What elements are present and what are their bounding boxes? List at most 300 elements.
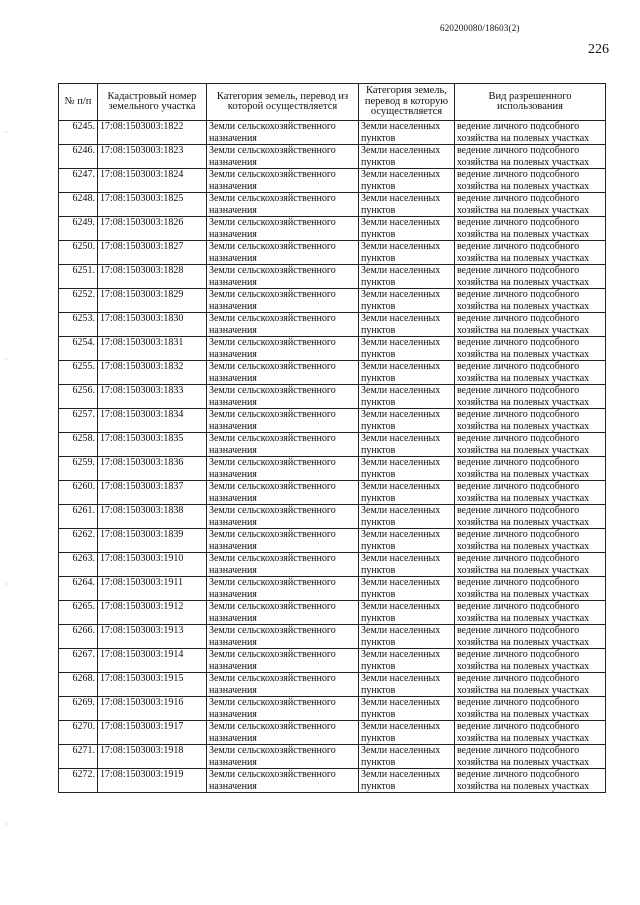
permitted-use (455, 193, 606, 217)
permitted-use-line-2: хозяйства на полевых участках (457, 396, 590, 408)
permitted-use-line-2: хозяйства на полевых участках (457, 636, 590, 648)
table-row (59, 457, 606, 481)
permitted-use-line-1: ведение личного подсобного (457, 409, 580, 420)
category-from-line-1: Земли сельскохозяйственного (209, 265, 336, 276)
category-from-line-1: Земли сельскохозяйственного (209, 121, 336, 132)
category-from-line-1: Земли сельскохозяйственного (209, 697, 336, 708)
permitted-use (455, 481, 606, 505)
permitted-use-line-2: хозяйства на полевых участках (457, 228, 590, 240)
category-to (359, 217, 455, 241)
category-from-line-1: Земли сельскохозяйственного (209, 217, 336, 228)
category-to (359, 553, 455, 577)
cadastral-number: 17:08:1503003:1824 (98, 169, 207, 193)
category-to-line-2: пунктов (361, 492, 396, 504)
table-row (59, 697, 606, 721)
category-to-line-1: Земли населенных (361, 145, 441, 156)
category-from-line-2: назначения (209, 348, 257, 360)
permitted-use-line-1: ведение личного подсобного (457, 697, 580, 708)
permitted-use-line-1: ведение личного подсобного (457, 601, 580, 612)
category-from (207, 313, 359, 337)
permitted-use-line-1: ведение личного подсобного (457, 241, 580, 252)
category-to (359, 193, 455, 217)
category-to-line-2: пунктов (361, 516, 396, 528)
category-from-line-1: Земли сельскохозяйственного (209, 553, 336, 564)
permitted-use (455, 313, 606, 337)
category-from (207, 745, 359, 769)
cadastral-number: 17:08:1503003:1831 (98, 337, 207, 361)
category-to (359, 649, 455, 673)
category-to-line-2: пунктов (361, 348, 396, 360)
permitted-use-line-1: ведение личного подсобного (457, 313, 580, 324)
category-to-line-1: Земли населенных (361, 505, 441, 516)
category-from-line-1: Земли сельскохозяйственного (209, 481, 336, 492)
category-to (359, 505, 455, 529)
table-row (59, 385, 606, 409)
category-to-line-1: Земли населенных (361, 481, 441, 492)
row-number: 6248. (59, 193, 98, 217)
category-to-line-1: Земли населенных (361, 553, 441, 564)
category-from (207, 649, 359, 673)
category-from-line-2: назначения (209, 612, 257, 624)
margin-mark: · (5, 820, 8, 829)
permitted-use (455, 217, 606, 241)
permitted-use-line-2: хозяйства на полевых участках (457, 756, 590, 768)
category-to-line-1: Земли населенных (361, 193, 441, 204)
row-number: 6272. (59, 769, 98, 793)
category-from-line-1: Земли сельскохозяйственного (209, 169, 336, 180)
category-from-line-1: Земли сельскохозяйственного (209, 433, 336, 444)
category-to (359, 457, 455, 481)
category-from-line-2: назначения (209, 324, 257, 336)
category-to-line-1: Земли населенных (361, 721, 441, 732)
category-to-line-2: пунктов (361, 708, 396, 720)
table-row (59, 745, 606, 769)
permitted-use (455, 721, 606, 745)
category-to-line-2: пунктов (361, 180, 396, 192)
table-row (59, 313, 606, 337)
column-header-number: № п/п (59, 84, 98, 121)
permitted-use (455, 121, 606, 145)
category-from (207, 145, 359, 169)
cadastral-number: 17:08:1503003:1838 (98, 505, 207, 529)
category-to-line-1: Земли населенных (361, 745, 441, 756)
row-number: 6267. (59, 649, 98, 673)
category-to (359, 385, 455, 409)
category-to (359, 577, 455, 601)
permitted-use-line-1: ведение личного подсобного (457, 433, 580, 444)
cadastral-number: 17:08:1503003:1915 (98, 673, 207, 697)
category-to-line-2: пунктов (361, 684, 396, 696)
category-to-line-1: Земли населенных (361, 337, 441, 348)
permitted-use-line-1: ведение личного подсобного (457, 457, 580, 468)
permitted-use-line-2: хозяйства на полевых участках (457, 708, 590, 720)
category-to-line-2: пунктов (361, 156, 396, 168)
category-from-line-2: назначения (209, 540, 257, 552)
row-number: 6246. (59, 145, 98, 169)
row-number: 6270. (59, 721, 98, 745)
cadastral-number: 17:08:1503003:1919 (98, 769, 207, 793)
category-from-line-1: Земли сельскохозяйственного (209, 145, 336, 156)
category-from (207, 481, 359, 505)
row-number: 6271. (59, 745, 98, 769)
category-to-line-1: Земли населенных (361, 601, 441, 612)
cadastral-number: 17:08:1503003:1834 (98, 409, 207, 433)
cadastral-number: 17:08:1503003:1830 (98, 313, 207, 337)
category-from-line-1: Земли сельскохозяйственного (209, 193, 336, 204)
category-to (359, 265, 455, 289)
category-to-line-1: Земли населенных (361, 577, 441, 588)
row-number: 6259. (59, 457, 98, 481)
cadastral-number: 17:08:1503003:1825 (98, 193, 207, 217)
category-from (207, 169, 359, 193)
category-from (207, 121, 359, 145)
table-row (59, 265, 606, 289)
table-row (59, 769, 606, 793)
row-number: 6264. (59, 577, 98, 601)
permitted-use (455, 145, 606, 169)
permitted-use-line-2: хозяйства на полевых участках (457, 516, 590, 528)
cadastral-number: 17:08:1503003:1827 (98, 241, 207, 265)
category-to (359, 625, 455, 649)
permitted-use-line-2: хозяйства на полевых участках (457, 324, 590, 336)
category-to (359, 601, 455, 625)
table-row (59, 721, 606, 745)
category-to (359, 313, 455, 337)
category-to-line-1: Земли населенных (361, 529, 441, 540)
permitted-use-line-1: ведение личного подсобного (457, 385, 580, 396)
category-from (207, 721, 359, 745)
category-from (207, 529, 359, 553)
permitted-use-line-2: хозяйства на полевых участках (457, 252, 590, 264)
category-from-line-1: Земли сельскохозяйственного (209, 505, 336, 516)
permitted-use (455, 625, 606, 649)
category-from-line-1: Земли сельскохозяйственного (209, 577, 336, 588)
category-to (359, 697, 455, 721)
row-number: 6250. (59, 241, 98, 265)
category-to-line-1: Земли населенных (361, 265, 441, 276)
category-from (207, 265, 359, 289)
category-to (359, 337, 455, 361)
table-row (59, 361, 606, 385)
table-row (59, 577, 606, 601)
category-from-line-1: Земли сельскохозяйственного (209, 649, 336, 660)
permitted-use (455, 505, 606, 529)
permitted-use-line-1: ведение личного подсобного (457, 505, 580, 516)
table-row (59, 121, 606, 145)
row-number: 6255. (59, 361, 98, 385)
category-from-line-1: Земли сельскохозяйственного (209, 241, 336, 252)
row-number: 6245. (59, 121, 98, 145)
land-plots-table (58, 83, 606, 793)
category-to-line-2: пунктов (361, 468, 396, 480)
category-from (207, 505, 359, 529)
table-row (59, 673, 606, 697)
category-to-line-1: Земли населенных (361, 313, 441, 324)
category-to-line-1: Земли населенных (361, 289, 441, 300)
category-from-line-2: назначения (209, 372, 257, 384)
permitted-use-line-2: хозяйства на полевых участках (457, 420, 590, 432)
permitted-use-line-1: ведение личного подсобного (457, 745, 580, 756)
category-to-line-1: Земли населенных (361, 409, 441, 420)
permitted-use (455, 529, 606, 553)
row-number: 6253. (59, 313, 98, 337)
cadastral-number: 17:08:1503003:1911 (98, 577, 207, 601)
category-from-line-1: Земли сельскохозяйственного (209, 625, 336, 636)
category-from-line-1: Земли сельскохозяйственного (209, 289, 336, 300)
permitted-use-line-1: ведение личного подсобного (457, 529, 580, 540)
cadastral-number: 17:08:1503003:1910 (98, 553, 207, 577)
category-from-line-1: Земли сельскохозяйственного (209, 385, 336, 396)
category-from-line-1: Земли сельскохозяйственного (209, 361, 336, 372)
permitted-use-line-1: ведение личного подсобного (457, 289, 580, 300)
column-header-category-to: Категория земель, перевод в которую осуществляется (359, 84, 455, 121)
category-to (359, 481, 455, 505)
category-to-line-2: пунктов (361, 540, 396, 552)
row-number: 6262. (59, 529, 98, 553)
category-to-line-2: пунктов (361, 204, 396, 216)
category-from-line-1: Земли сельскохозяйственного (209, 409, 336, 420)
permitted-use-line-2: хозяйства на полевых участках (457, 660, 590, 672)
category-from (207, 385, 359, 409)
permitted-use (455, 601, 606, 625)
table-row (59, 409, 606, 433)
column-header-cadastral: Кадастровый номер земельного участка (98, 84, 207, 121)
permitted-use-line-1: ведение личного подсобного (457, 721, 580, 732)
permitted-use-line-2: хозяйства на полевых участках (457, 540, 590, 552)
row-number: 6249. (59, 217, 98, 241)
table-header-row (59, 84, 606, 121)
row-number: 6265. (59, 601, 98, 625)
category-from-line-2: назначения (209, 684, 257, 696)
cadastral-number: 17:08:1503003:1839 (98, 529, 207, 553)
category-to-line-2: пунктов (361, 732, 396, 744)
row-number: 6269. (59, 697, 98, 721)
permitted-use-line-2: хозяйства на полевых участках (457, 780, 590, 792)
permitted-use-line-1: ведение личного подсобного (457, 193, 580, 204)
row-number: 6257. (59, 409, 98, 433)
category-from-line-2: назначения (209, 300, 257, 312)
permitted-use-line-1: ведение личного подсобного (457, 769, 580, 780)
cadastral-number: 17:08:1503003:1913 (98, 625, 207, 649)
category-from (207, 577, 359, 601)
permitted-use-line-2: хозяйства на полевых участках (457, 732, 590, 744)
permitted-use (455, 697, 606, 721)
permitted-use-line-2: хозяйства на полевых участках (457, 588, 590, 600)
category-to (359, 529, 455, 553)
permitted-use-line-2: хозяйства на полевых участках (457, 348, 590, 360)
table-row (59, 193, 606, 217)
category-to-line-1: Земли населенных (361, 649, 441, 660)
permitted-use-line-1: ведение личного подсобного (457, 481, 580, 492)
cadastral-number: 17:08:1503003:1832 (98, 361, 207, 385)
category-to (359, 433, 455, 457)
row-number: 6260. (59, 481, 98, 505)
page-number: 226 (588, 42, 609, 57)
margin-mark: · (5, 355, 8, 364)
permitted-use (455, 385, 606, 409)
category-from-line-1: Земли сельскохозяйственного (209, 601, 336, 612)
category-from-line-2: назначения (209, 252, 257, 264)
category-to-line-1: Земли населенных (361, 121, 441, 132)
permitted-use-line-2: хозяйства на полевых участках (457, 300, 590, 312)
category-from-line-2: назначения (209, 420, 257, 432)
row-number: 6256. (59, 385, 98, 409)
cadastral-number: 17:08:1503003:1916 (98, 697, 207, 721)
category-to-line-1: Земли населенных (361, 673, 441, 684)
category-to (359, 241, 455, 265)
permitted-use-line-2: хозяйства на полевых участках (457, 372, 590, 384)
cadastral-number: 17:08:1503003:1917 (98, 721, 207, 745)
permitted-use (455, 169, 606, 193)
cadastral-number: 17:08:1503003:1837 (98, 481, 207, 505)
column-header-category-from: Категория земель, перевод из которой осуществляется (207, 84, 359, 121)
row-number: 6247. (59, 169, 98, 193)
category-from-line-2: назначения (209, 156, 257, 168)
cadastral-number: 17:08:1503003:1823 (98, 145, 207, 169)
row-number: 6254. (59, 337, 98, 361)
cadastral-number: 17:08:1503003:1828 (98, 265, 207, 289)
margin-mark: · (5, 580, 8, 589)
permitted-use-line-1: ведение личного подсобного (457, 337, 580, 348)
document-code: 620200080/18603(2) (440, 23, 520, 33)
permitted-use-line-2: хозяйства на полевых участках (457, 132, 590, 144)
category-from-line-2: назначения (209, 492, 257, 504)
permitted-use-line-2: хозяйства на полевых участках (457, 468, 590, 480)
category-to-line-1: Земли населенных (361, 769, 441, 780)
row-number: 6268. (59, 673, 98, 697)
category-to-line-2: пунктов (361, 252, 396, 264)
category-to-line-1: Земли населенных (361, 697, 441, 708)
category-to-line-2: пунктов (361, 132, 396, 144)
category-from (207, 289, 359, 313)
category-from-line-1: Земли сельскохозяйственного (209, 673, 336, 684)
category-from-line-1: Земли сельскохозяйственного (209, 769, 336, 780)
permitted-use (455, 433, 606, 457)
category-to (359, 169, 455, 193)
category-from-line-2: назначения (209, 588, 257, 600)
cadastral-number: 17:08:1503003:1835 (98, 433, 207, 457)
category-from-line-2: назначения (209, 132, 257, 144)
category-to-line-2: пунктов (361, 228, 396, 240)
category-to-line-2: пунктов (361, 588, 396, 600)
cadastral-number: 17:08:1503003:1836 (98, 457, 207, 481)
table-row (59, 601, 606, 625)
category-from-line-2: назначения (209, 180, 257, 192)
category-from (207, 697, 359, 721)
category-from (207, 601, 359, 625)
category-from-line-2: назначения (209, 780, 257, 792)
permitted-use-line-1: ведение личного подсобного (457, 649, 580, 660)
category-from (207, 673, 359, 697)
category-to-line-2: пунктов (361, 612, 396, 624)
category-to (359, 121, 455, 145)
permitted-use-line-1: ведение личного подсобного (457, 121, 580, 132)
permitted-use-line-2: хозяйства на полевых участках (457, 684, 590, 696)
category-from-line-2: назначения (209, 636, 257, 648)
category-from (207, 337, 359, 361)
category-from-line-2: назначения (209, 732, 257, 744)
category-from-line-2: назначения (209, 660, 257, 672)
table-row (59, 289, 606, 313)
permitted-use (455, 265, 606, 289)
category-to-line-2: пунктов (361, 372, 396, 384)
category-from (207, 769, 359, 793)
category-to-line-1: Земли населенных (361, 217, 441, 228)
category-from-line-2: назначения (209, 516, 257, 528)
category-from (207, 457, 359, 481)
permitted-use-line-2: хозяйства на полевых участках (457, 564, 590, 576)
table-row (59, 337, 606, 361)
category-to-line-1: Земли населенных (361, 169, 441, 180)
permitted-use (455, 241, 606, 265)
category-to-line-2: пунктов (361, 420, 396, 432)
category-to (359, 289, 455, 313)
category-to-line-2: пунктов (361, 300, 396, 312)
category-from-line-2: назначения (209, 204, 257, 216)
category-from (207, 553, 359, 577)
row-number: 6261. (59, 505, 98, 529)
table-row (59, 433, 606, 457)
row-number: 6263. (59, 553, 98, 577)
category-to (359, 721, 455, 745)
category-from-line-2: назначения (209, 276, 257, 288)
table-row (59, 505, 606, 529)
category-to-line-1: Земли населенных (361, 361, 441, 372)
category-to-line-1: Земли населенных (361, 625, 441, 636)
permitted-use (455, 361, 606, 385)
permitted-use-line-1: ведение личного подсобного (457, 553, 580, 564)
table-row (59, 649, 606, 673)
permitted-use-line-2: хозяйства на полевых участках (457, 180, 590, 192)
permitted-use (455, 457, 606, 481)
permitted-use (455, 769, 606, 793)
category-to-line-2: пунктов (361, 444, 396, 456)
category-from-line-2: назначения (209, 444, 257, 456)
category-from (207, 361, 359, 385)
category-from-line-1: Земли сельскохозяйственного (209, 529, 336, 540)
permitted-use-line-2: хозяйства на полевых участках (457, 156, 590, 168)
row-number: 6258. (59, 433, 98, 457)
permitted-use-line-2: хозяйства на полевых участках (457, 444, 590, 456)
category-from (207, 625, 359, 649)
category-to-line-1: Земли населенных (361, 433, 441, 444)
table-row (59, 217, 606, 241)
category-to-line-1: Земли населенных (361, 457, 441, 468)
table-row (59, 145, 606, 169)
permitted-use-line-1: ведение личного подсобного (457, 217, 580, 228)
table-body (59, 121, 606, 793)
category-to (359, 409, 455, 433)
category-from-line-2: назначения (209, 708, 257, 720)
cadastral-number: 17:08:1503003:1918 (98, 745, 207, 769)
category-to-line-2: пунктов (361, 324, 396, 336)
column-header-permitted-use: Вид разрешенного использования (455, 84, 606, 121)
category-to (359, 361, 455, 385)
category-to (359, 745, 455, 769)
table-row (59, 481, 606, 505)
cadastral-number: 17:08:1503003:1829 (98, 289, 207, 313)
cadastral-number: 17:08:1503003:1822 (98, 121, 207, 145)
permitted-use (455, 409, 606, 433)
cadastral-number: 17:08:1503003:1912 (98, 601, 207, 625)
permitted-use-line-1: ведение личного подсобного (457, 673, 580, 684)
category-from (207, 433, 359, 457)
permitted-use (455, 577, 606, 601)
table-row (59, 241, 606, 265)
table-row (59, 529, 606, 553)
category-to-line-1: Земли населенных (361, 385, 441, 396)
permitted-use-line-2: хозяйства на полевых участках (457, 492, 590, 504)
